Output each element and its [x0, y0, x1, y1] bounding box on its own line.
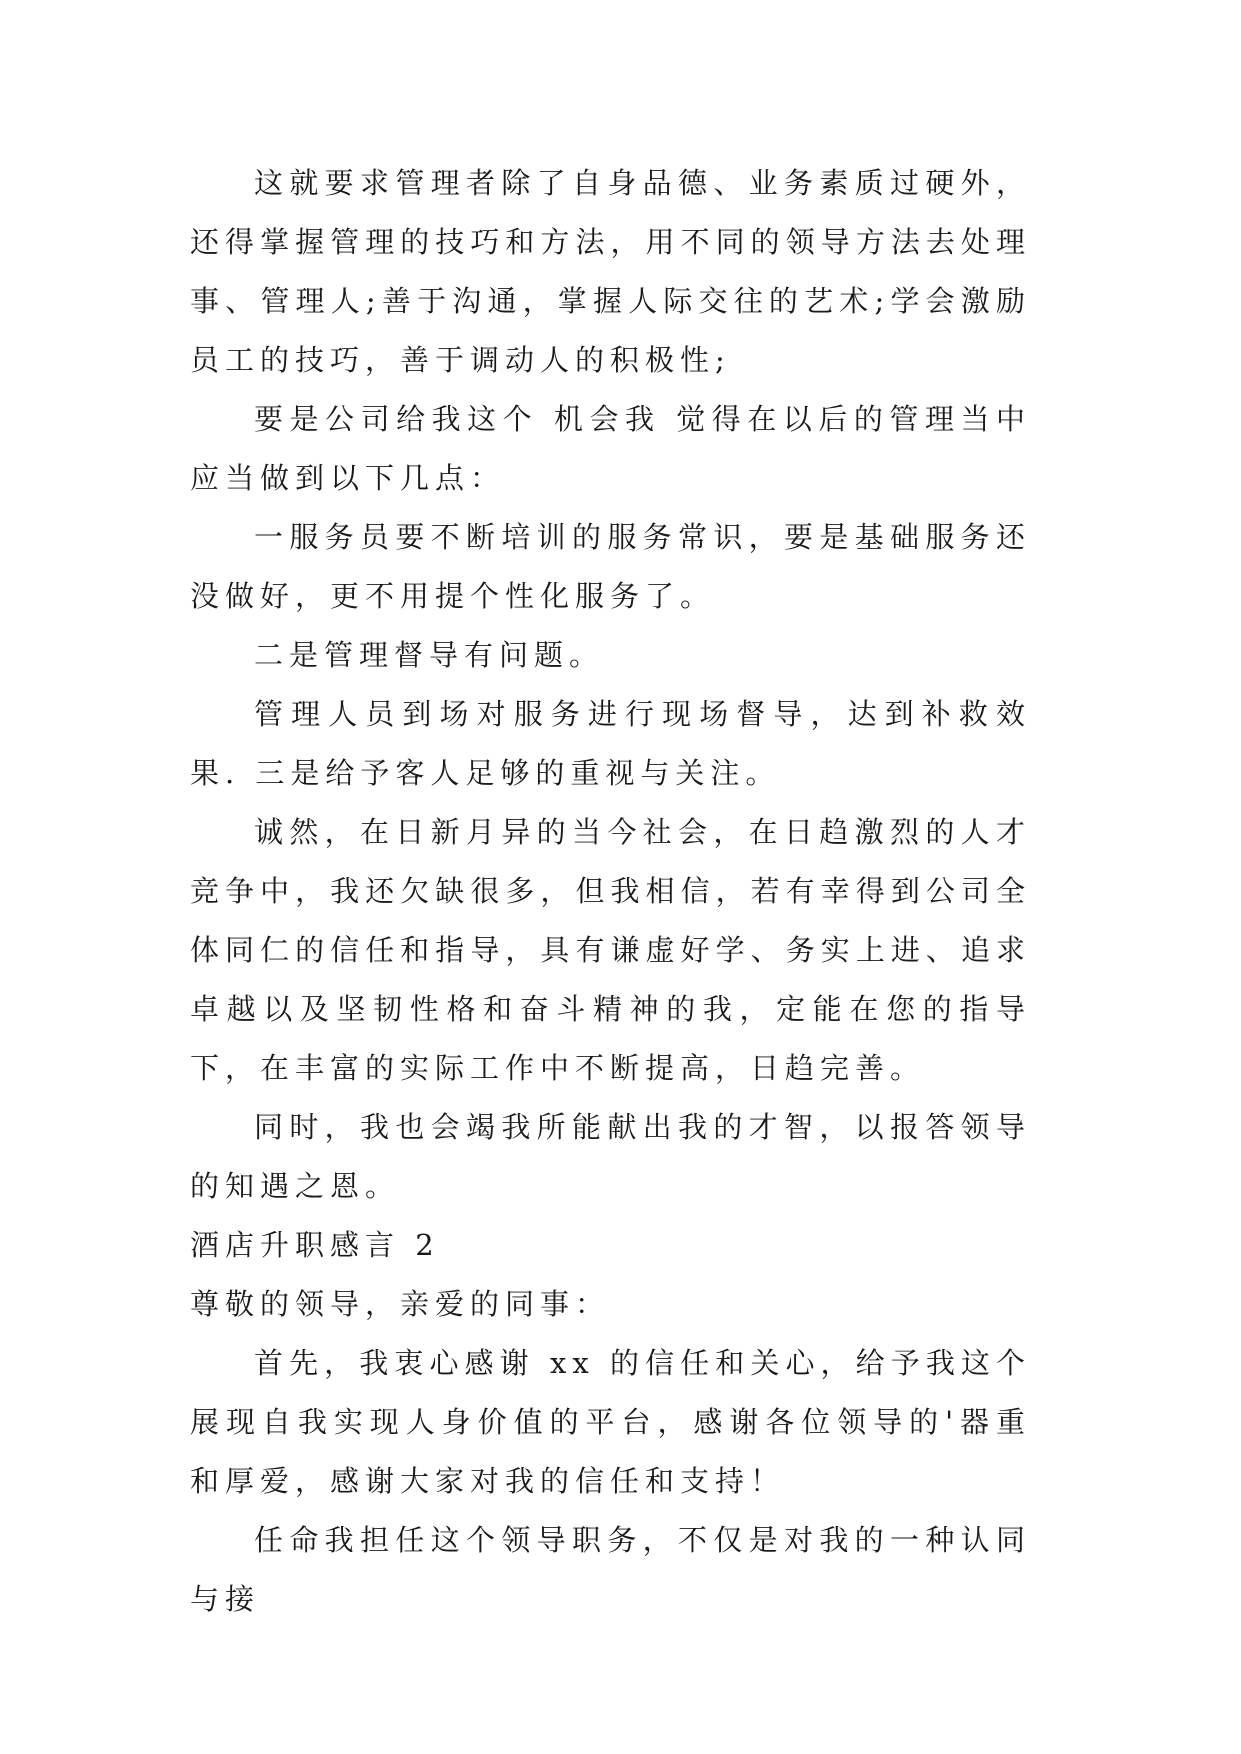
paragraph-opportunity: 要是公司给我这个 机会我 觉得在以后的管理当中应当做到以下几点： [190, 402, 1031, 495]
paragraph-thanks: 首先，我衷心感谢 xx 的信任和关心，给予我这个展现自我实现人身价值的平台，感谢各位领导的'器重和厚爱，感谢大家对我的信任和支持！ [190, 1346, 1031, 1498]
document-body [190, 154, 1031, 1629]
paragraph-self-assessment: 诚然，在日新月异的当今社会，在日趋激烈的人才竞争中，我还欠缺很多，但我相信，若有幸得到公司全体同仁的信任和指导，具有谦虚好学、务实上进、追求卓越以及坚韧性格和奋斗精神的我，定能在您的指导下，在丰富的实际工作中不断提高，日趋完善。 [190, 815, 1031, 1085]
paragraph-management-skills: 这就要求管理者除了自身品德、业务素质过硬外，还得掌握管理的技巧和方法，用不同的领导方法去处理事、管理人;善于沟通，掌握人际交往的艺术;学会激励员工的技巧，善于调动人的积极性; [190, 166, 1031, 377]
paragraph-point-three: 管理人员到场对服务进行现场督导，达到补救效果. 三是给予客人足够的重视与关注。 [190, 697, 1031, 790]
paragraph-gratitude: 同时，我也会竭我所能献出我的才智，以报答领导的知遇之恩。 [190, 1110, 1031, 1203]
paragraph-point-two: 二是管理督导有问题。 [254, 638, 605, 672]
paragraph-appointment: 任命我担任这个领导职务，不仅是对我的一种认同与接 [190, 1523, 1031, 1616]
paragraph-point-one: 一服务员要不断培训的服务常识，要是基础服务还没做好，更不用提个性化服务了。 [190, 520, 1031, 613]
section-heading: 酒店升职感言 2 [190, 1228, 440, 1262]
salutation: 尊敬的领导，亲爱的同事： [190, 1287, 611, 1321]
